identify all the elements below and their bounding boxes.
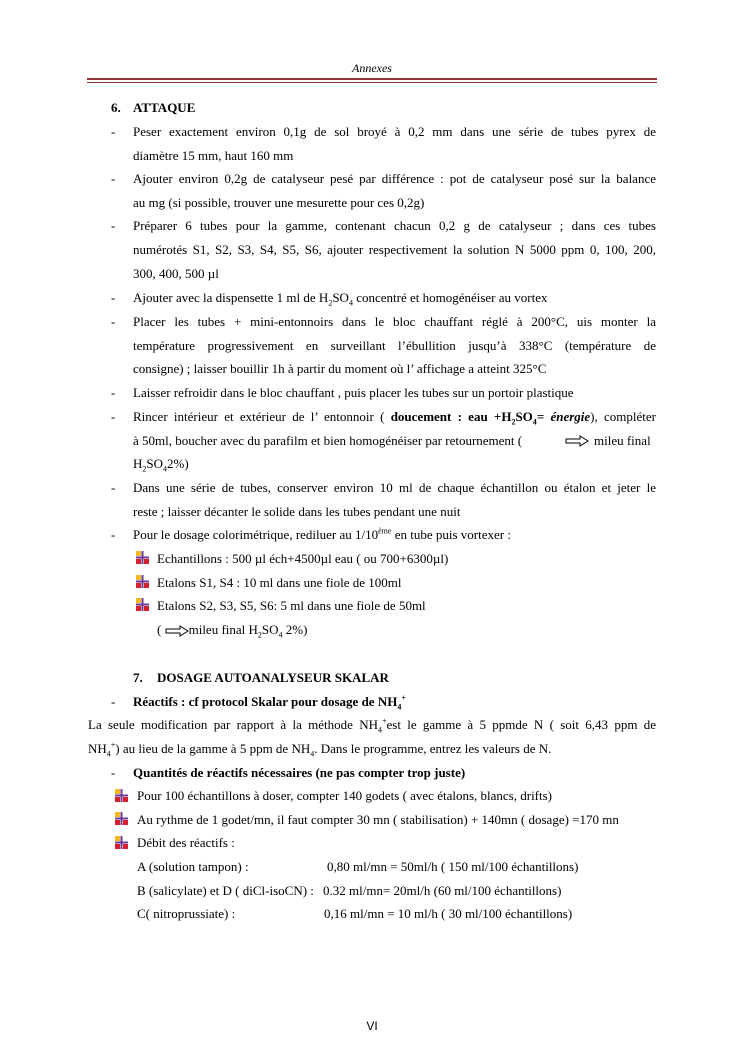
list-item-line: Rincer intérieur et extérieur de l’ entonnoir ( doucement : eau $+H_2SO_4=$ énergie), compléter: [133, 409, 656, 427]
list-item-line: 300, 400, 500 µl: [133, 266, 219, 281]
bullet-icon: [136, 551, 149, 564]
list-dash: -: [111, 765, 116, 780]
list-item-line: consigne) ; laisser bouillir 1h à partir du moment où l’ affichage a atteint 325°C: [133, 361, 547, 376]
bullet-icon: [115, 836, 128, 849]
sub-list-item: Débit des réactifs :: [137, 835, 235, 850]
section-title: ATTAQUE: [133, 100, 196, 115]
sub-list-item: Etalons S2, S3, S5, S6: 5 ml dans une fiole de 50ml: [157, 598, 426, 613]
list-item-line: Dans une série de tubes, conserver environ 10 ml de chaque échantillon ou étalon et jeter le: [133, 480, 656, 495]
debit-label: A (solution tampon) :: [137, 859, 249, 874]
list-item-line: Pour le dosage colorimétrique, rediluer au 1/10ème en tube puis vortexer :: [133, 526, 511, 542]
list-item-line: Laisser refroidir dans le bloc chauffant , puis placer les tubes sur un portoir plastique: [133, 385, 574, 400]
list-item-line: Placer les tubes + mini-entonnoirs dans le bloc chauffant réglé à 200°C, uis monter la: [133, 314, 656, 329]
bullet-icon: [136, 598, 149, 611]
list-item-line: Préparer 6 tubes pour la gamme, contenant chacun 0,2 g de catalyseur ; dans ces tubes: [133, 218, 656, 233]
section-number: 6.: [111, 100, 121, 115]
section-number: 7.: [133, 670, 143, 685]
list-dash: -: [111, 694, 116, 709]
list-item-line: reste ; laisser décanter le solide dans les tubes pendant une nuit: [133, 504, 461, 519]
list-item-line: Ajouter environ 0,2g de catalyseur pesé par différence : pot de catalyseur posé sur la balance: [133, 171, 656, 186]
list-item-line: $H_2SO_42\%$): [133, 456, 189, 474]
list-item-line: numérotés S1, S2, S3, S4, S5, S6, ajouter respectivement la solution N 5000 ppm 0, 100, 200,: [133, 242, 656, 257]
debit-value: 0.32 ml/mn= 20ml/h (60 ml/100 échantillons): [323, 883, 562, 898]
section-title: DOSAGE AUTOANALYSEUR SKALAR: [157, 670, 389, 685]
list-dash: -: [111, 290, 116, 305]
list-item-line: diamètre 15 mm, haut 160 mm: [133, 148, 294, 163]
list-item-line: au mg (si possible, trouver une mesurette pour ces 0,2g): [133, 195, 425, 210]
list-dash: -: [111, 314, 116, 329]
reactifs-line: Réactifs : cf protocol Skalar pour dosage de $NH_4^+$: [133, 693, 406, 712]
list-dash: -: [111, 480, 116, 495]
debit-label: B (salicylate) et D ( diCl-isoCN) :: [137, 883, 314, 898]
sub-list-item: Au rythme de 1 godet/mn, il faut compter 30 mn ( stabilisation) + 140mn ( dosage) =170 mn: [137, 812, 619, 827]
debit-value: 0,16 ml/mn = 10 ml/h ( 30 ml/100 échantillons): [324, 906, 573, 921]
bullet-icon: [115, 812, 128, 825]
page-number: VI: [366, 1019, 378, 1033]
list-item-line: Ajouter avec la dispensette 1 ml de $H_2SO_4$ concentré et homogénéiser au vortex: [133, 290, 548, 308]
list-dash: -: [111, 409, 116, 424]
list-item-line: mileu final: [594, 433, 651, 448]
paragraph-line: La seule modification par rapport à la méthode $NH_4^+est$ le gamme à 5 ppmde N ( soit 6,43 ppm de: [88, 716, 656, 735]
bullet-icon: [115, 789, 128, 802]
quantites-title: Quantités de réactifs nécessaires (ne pas compter trop juste): [133, 765, 466, 780]
sub-list-item: Pour 100 échantillons à doser, compter 140 godets ( avec étalons, blancs, drifts): [137, 788, 553, 803]
arrow-icon: [565, 435, 589, 447]
page-header: Annexes: [352, 61, 392, 75]
final-note: ( mileu final $H_2SO_4$ 2%): [157, 622, 308, 640]
sub-list-item: Echantillons : 500 µl éch+4500µl eau ( ou 700+6300µl): [157, 551, 449, 566]
list-dash: -: [111, 124, 116, 139]
list-item-line: température progressivement en surveillant l’ébullition jusqu’à 338°C (température de: [133, 338, 656, 353]
list-item-line: Peser exactement environ 0,1g de sol broyé à 0,2 mm dans une série de tubes pyrex de: [133, 124, 656, 139]
bullet-icon: [136, 575, 149, 588]
debit-value: 0,80 ml/mn = 50ml/h ( 150 ml/100 échantillons): [327, 859, 579, 874]
debit-label: C( nitroprussiate) :: [137, 906, 236, 921]
paragraph-line: $NH_4^+$) au lieu de la gamme à 5 ppm de $NH_4$. Dans le programme, entrez les valeurs de N.: [88, 740, 552, 759]
header-rule: [87, 78, 657, 80]
list-item-line: à 50ml, boucher avec du parafilm et bien homogénéiser par retournement (: [133, 433, 523, 448]
list-dash: -: [111, 527, 116, 542]
list-dash: -: [111, 218, 116, 233]
sub-list-item: Etalons S1, S4 : 10 ml dans une fiole de 100ml: [157, 575, 402, 590]
list-dash: -: [111, 171, 116, 186]
header-rule-thin: [87, 82, 657, 83]
list-dash: -: [111, 385, 116, 400]
arrow-icon: [165, 625, 189, 637]
